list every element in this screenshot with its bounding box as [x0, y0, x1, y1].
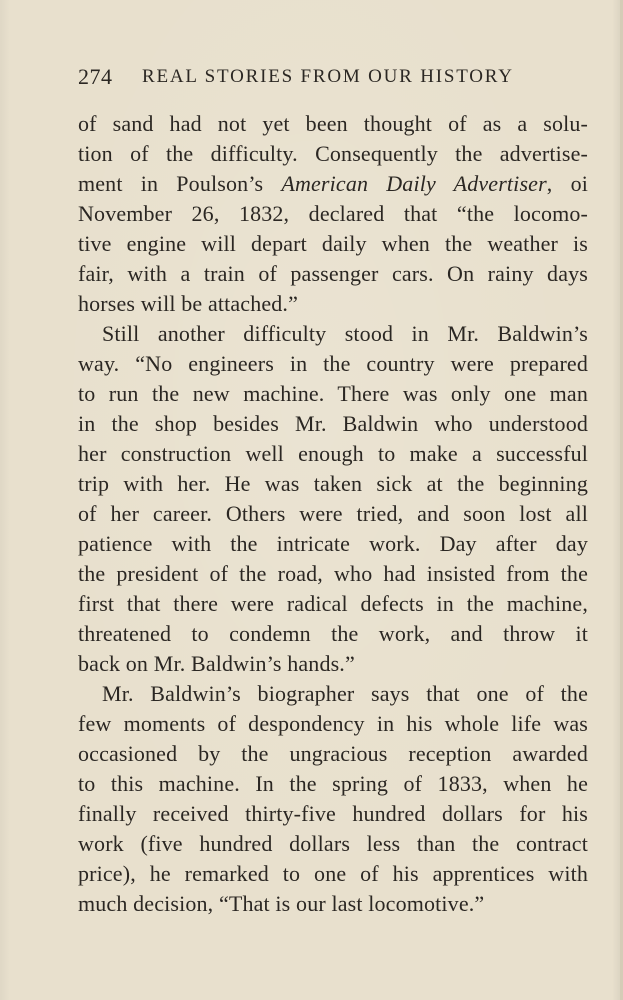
text-segment: threatened to condemn the work, and throw it — [78, 621, 588, 646]
text-line — [78, 859, 588, 889]
text-segment: price), he remarked to one of his apprentices with — [78, 861, 588, 886]
text-segment: tion of the difficulty. Consequently the advertise- — [78, 141, 588, 166]
text-segment: occasioned by the ungracious reception awarded — [78, 741, 588, 766]
body-text — [78, 109, 588, 919]
text-segment: , oi — [546, 171, 589, 196]
text-segment: back on Mr. Baldwin’s hands.” — [78, 651, 355, 676]
text-line — [78, 229, 588, 259]
text-line — [78, 319, 588, 349]
page-number: 274 — [78, 64, 113, 89]
text-segment: horses will be attached.” — [78, 291, 299, 316]
text-segment: ment in Poulson’s — [78, 171, 282, 196]
text-line — [78, 139, 588, 169]
text-segment: few moments of despondency in his whole life was — [78, 711, 588, 736]
text-line — [78, 379, 588, 409]
text-segment: to this machine. In the spring of 1833, when he — [78, 771, 588, 796]
text-segment: of sand had not yet been thought of as a solu- — [78, 111, 588, 136]
text-segment: of her career. Others were tried, and soon lost all — [78, 501, 588, 526]
text-segment: tive engine will depart daily when the weather is — [78, 231, 588, 256]
text-line — [78, 889, 588, 919]
text-segment: November 26, 1832, declared that “the locomo- — [78, 201, 588, 226]
text-line — [78, 829, 588, 859]
text-segment: Still another difficulty stood in Mr. Baldwin’s — [102, 321, 588, 346]
text-line — [78, 619, 588, 649]
text-line — [78, 289, 588, 319]
text-segment: much decision, “That is our last locomotive.” — [78, 891, 485, 916]
text-segment: in the shop besides Mr. Baldwin who understood — [78, 411, 588, 436]
text-line — [78, 409, 588, 439]
text-segment: the president of the road, who had insisted from the — [78, 561, 588, 586]
text-line — [78, 649, 588, 679]
text-line — [78, 469, 588, 499]
text-line — [78, 739, 588, 769]
text-segment: trip with her. He was taken sick at the beginning — [78, 471, 588, 496]
text-segment: work (five hundred dollars less than the contract — [78, 831, 588, 856]
text-segment: patience with the intricate work. Day after day — [78, 531, 588, 556]
italic-title: American Daily Advertiser — [281, 171, 547, 196]
text-line — [78, 709, 588, 739]
text-line — [78, 349, 588, 379]
page-header — [78, 64, 550, 94]
text-line — [78, 439, 588, 469]
text-segment: Mr. Baldwin’s biographer says that one of the — [102, 681, 588, 706]
text-segment: finally received thirty-five hundred dollars for his — [78, 801, 588, 826]
text-line — [78, 529, 588, 559]
text-line — [78, 679, 588, 709]
text-segment: her construction well enough to make a successful — [78, 441, 588, 466]
text-line — [78, 559, 588, 589]
text-line — [78, 259, 588, 289]
text-segment: first that there were radical defects in the machine, — [78, 591, 588, 616]
text-segment: way. “No engineers in the country were prepared — [78, 351, 588, 376]
text-segment: fair, with a train of passenger cars. On rainy days — [78, 261, 588, 286]
text-line — [78, 109, 588, 139]
text-segment: to run the new machine. There was only one man — [78, 381, 588, 406]
text-line — [78, 499, 588, 529]
text-line — [78, 769, 588, 799]
text-line — [78, 589, 588, 619]
text-line — [78, 199, 588, 229]
text-line — [78, 169, 588, 199]
text-line — [78, 799, 588, 829]
running-title: REAL STORIES FROM OUR HISTORY — [142, 66, 514, 87]
